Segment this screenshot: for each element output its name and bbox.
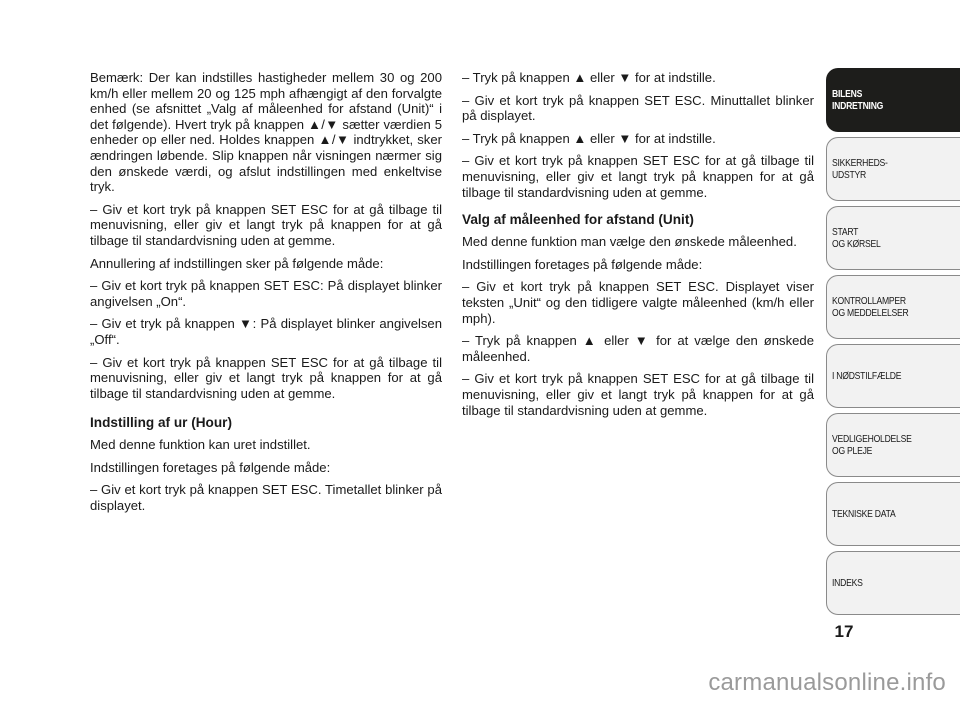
section-heading-unit: Valg af måleenhed for afstand (Unit) <box>462 212 694 228</box>
paragraph: – Giv et kort tryk på knappen SET ESC: På displayet blinker angivelsen „On“. <box>90 278 442 309</box>
paragraph: – Tryk på knappen ▲ eller ▼ for at indstille. <box>462 70 716 85</box>
chapter-tabs <box>826 68 960 620</box>
tab-label: KONTROLLAMPER OG MEDDELELSER <box>832 295 909 319</box>
tab-start-og-korsel[interactable] <box>826 206 960 270</box>
paragraph: – Giv et tryk på knappen ▼: På displayet blinker angivelsen „Off“. <box>90 316 442 347</box>
paragraph: Med denne funktion kan uret indstillet. <box>90 437 311 453</box>
paragraph: Indstillingen foretages på følgende måde: <box>462 256 703 272</box>
watermark: carmanualsonline.info <box>708 669 946 696</box>
paragraph: – Giv et kort tryk på knappen SET ESC. Minuttallet blinker på displayet. <box>462 92 814 124</box>
paragraph: – Giv et kort tryk på knappen SET ESC for at gå tilbage til menuvisning, eller giv et langt tryk på knappen for at gå tilbage til standardvisning uden at gemme. <box>90 354 442 401</box>
page-number: 17 <box>834 622 854 641</box>
paragraph: – Giv et kort tryk på knappen SET ESC for at gå tilbage til menuvisning, eller giv et langt tryk på knappen for at gå tilbage til standardvisning uden at gemme. <box>462 153 814 200</box>
paragraph: Bemærk: Der kan indstilles hastigheder mellem 30 og 200 km/h eller mellem 20 og 125 mph afhængigt af den forvalgte enhed (se afsnittet „Valg af måleenhed for afstand (Unit)“ i det følgende). Hvert tryk på knappen ▲/▼ sætter værdien 5 enheder op eller ned. Holdes knappen ▲/▼ indtrykket, sker ændringen løbende. Slip knappen når visningen nærmer sig den ønskede værdi, og afslut indstillingen med enkeltvise tryk. <box>90 70 442 195</box>
paragraph: Indstillingen foretages på følgende måde: <box>90 459 331 475</box>
tab-indeks[interactable] <box>826 551 960 615</box>
paragraph: Med denne funktion man vælge den ønskede måleenhed. <box>462 234 797 250</box>
tab-sikkerhedsudstyr[interactable] <box>826 137 960 201</box>
tab-label: I NØDSTILFÆLDE <box>832 370 902 382</box>
section-heading-hour: Indstilling af ur (Hour) <box>90 415 232 431</box>
tab-label: VEDLIGEHOLDELSE OG PLEJE <box>832 433 912 457</box>
tab-i-nodstilfaelde[interactable] <box>826 344 960 408</box>
tab-label: START OG KØRSEL <box>832 226 881 250</box>
tab-bilens-indretning[interactable] <box>826 68 960 132</box>
tab-label: TEKNISKE DATA <box>832 508 896 520</box>
paragraph: – Giv et kort tryk på knappen SET ESC. Timetallet blinker på displayet. <box>90 482 442 514</box>
tab-kontrollamper[interactable] <box>826 275 960 339</box>
paragraph: – Tryk på knappen ▲ eller ▼ for at indstille. <box>462 130 716 146</box>
paragraph: – Tryk på knappen ▲ eller ▼ for at vælge den ønskede måleenhed. <box>462 333 814 364</box>
tab-label: INDEKS <box>832 577 863 589</box>
tab-vedligeholdelse[interactable] <box>826 413 960 477</box>
paragraph: – Giv et kort tryk på knappen SET ESC. Displayet viser teksten „Unit“ og den tidligere valgte måleenhed (km/h eller mph). <box>462 279 814 326</box>
tab-label: SIKKERHEDS- UDSTYR <box>832 157 888 181</box>
left-column <box>90 70 442 521</box>
tab-label: BILENS INDRETNING <box>832 88 884 112</box>
tab-tekniske-data[interactable] <box>826 482 960 546</box>
paragraph: Annullering af indstillingen sker på følgende måde: <box>90 255 384 271</box>
right-column <box>462 70 814 425</box>
paragraph: – Giv et kort tryk på knappen SET ESC for at gå tilbage til menuvisning, eller giv et langt tryk på knappen for at gå tilbage til standardvisning uden at gemme. <box>462 371 814 418</box>
paragraph: – Giv et kort tryk på knappen SET ESC for at gå tilbage til menuvisning, eller giv et langt tryk på knappen for at gå tilbage til standardvisning uden at gemme. <box>90 201 442 248</box>
